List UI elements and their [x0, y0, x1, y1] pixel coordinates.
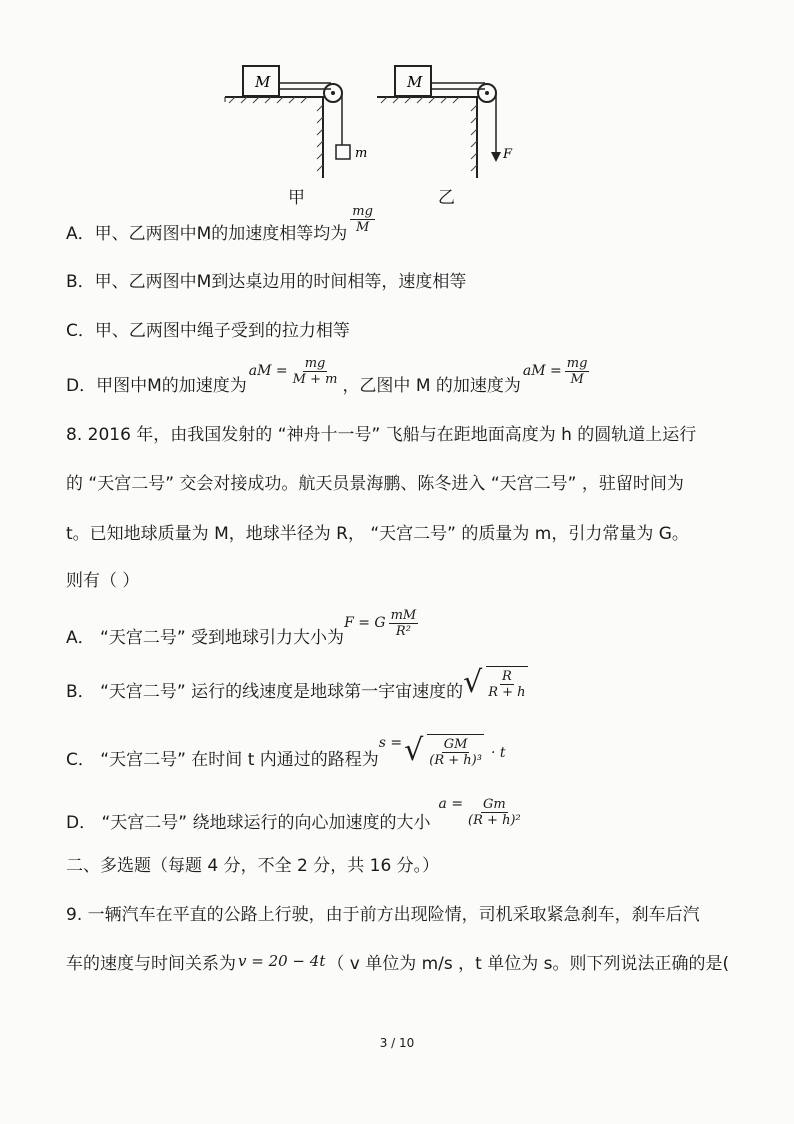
q8-option-d-text: D． “天宫二号” 绕地球运行的向心加速度的大小 [66, 812, 431, 833]
diagram-jia [225, 66, 367, 178]
q7-d-f2-den: M [570, 371, 584, 387]
section-multi-choice-title: 二、多选题（每题 4 分，不全 2 分，共 16 分。） [66, 855, 440, 876]
q7-option-a [66, 203, 378, 246]
q8-option-b-text: B． “天宫二号” 运行的线速度是地球第一宇宙速度的 [66, 681, 464, 702]
q8-c-fraction [427, 734, 484, 768]
q9-line2-text-a: 车的速度与时间关系为 [66, 953, 236, 974]
q8-stem-line1: 8. 2016 年，由我国发射的 “神舟十一号” 飞船与在距地面高度为 h 的圆轨道上运行 [66, 424, 697, 445]
q7-d-accel-1: aM = [248, 363, 288, 379]
block-M-right-label: M [407, 73, 423, 91]
q8-stem-line3: t。已知地球质量为 M，地球半径为 R， “天宫二号” 的质量为 m，引力常量为 G。 [66, 523, 689, 544]
q8-option-c [66, 733, 506, 772]
q8-b-num: R [501, 669, 512, 684]
q7-a-num: mg [352, 203, 373, 219]
q7-d-accel-2: aM = [522, 363, 562, 379]
hanging-mass-m [336, 145, 350, 159]
q7-option-d [66, 355, 592, 398]
q8-stem-line2: 的 “天宫二号” 交会对接成功。航天员景海鹏、陈冬进入 “天宫二号” ，驻留时间为 [66, 473, 684, 494]
q8-option-a [66, 607, 421, 650]
q7-d-f1-num: mg [304, 355, 326, 371]
diagram-yi [377, 66, 513, 178]
q8-d-lhs: a = [438, 796, 464, 812]
q8-d-fraction [466, 797, 523, 828]
q8-d-den: (R + h)² [468, 812, 521, 828]
q7-option-a-text: A．甲、乙两图中M的加速度相等均为 [66, 223, 348, 244]
q8-c-lhs: s = [378, 735, 403, 751]
block-M-left-label: M [255, 73, 271, 91]
q7-a-den: M [355, 219, 370, 235]
q7-a-fraction [350, 204, 375, 235]
q8-c-sqrt: √ $\frac{GM}{\text{(R + h)³}}$ [404, 733, 482, 768]
q7-option-b [66, 264, 466, 294]
caption-jia: 甲 [288, 188, 305, 208]
q8-b-den: R + h [488, 685, 526, 700]
q8-option-a-text: A． “天宫二号” 受到地球引力大小为 [66, 627, 345, 648]
q7-option-d-text2: ，乙图中 M 的加速度为 [342, 375, 521, 396]
q8-a-num: mM [390, 607, 417, 623]
q9-stem-line1: 9. 一辆汽车在平直的公路上行驶，由于前方出现险情，司机采取紧急刹车，刹车后汽 [66, 904, 700, 925]
q9-velocity-equation: v = 20 − 4t [238, 952, 326, 970]
q8-a-den: R² [395, 623, 411, 639]
q8-option-d [66, 796, 526, 835]
q8-c-tail: · t [490, 745, 506, 761]
q8-option-c-text: C． “天宫二号” 在时间 t 内通过的路程为 [66, 749, 379, 770]
q8-b-sqrt: √ $\frac{R}{R + h}$ [463, 665, 526, 700]
q9-line2-text-b: （ v 单位为 m/s ，t 单位为 s。则下列说法正确的是( [327, 953, 730, 974]
q7-option-c [66, 313, 350, 343]
q7-d-f2-num: mg [566, 355, 588, 371]
q8-c-num: GM [443, 737, 468, 752]
q8-option-b [66, 665, 531, 704]
q7-option-d-text1: D．甲图中M的加速度为 [66, 375, 247, 396]
pulley-diagram [215, 60, 535, 210]
page-number: 3 / 10 [379, 1036, 415, 1050]
q7-d-fraction-1 [291, 356, 340, 387]
hanging-mass-label: m [355, 146, 368, 161]
q8-a-lhs: F = G [344, 615, 386, 631]
q8-d-num: Gm [483, 796, 506, 812]
q8-stem-line4: 则有（ ） [66, 570, 140, 591]
q9-stem-line2 [66, 946, 729, 976]
q7-option-c-text: C．甲、乙两图中绳子受到的拉力相等 [66, 320, 350, 341]
q8-b-fraction [486, 666, 527, 700]
force-label: F [503, 147, 513, 162]
q7-option-b-text: B．甲、乙两图中M到达桌边用的时间相等，速度相等 [66, 271, 467, 292]
q8-c-den: (R + h)³ [429, 753, 482, 768]
q7-d-fraction-2 [565, 356, 590, 387]
caption-yi: 乙 [438, 188, 455, 208]
q8-a-fraction [389, 608, 419, 639]
q7-d-f1-den: M + m [292, 371, 338, 387]
